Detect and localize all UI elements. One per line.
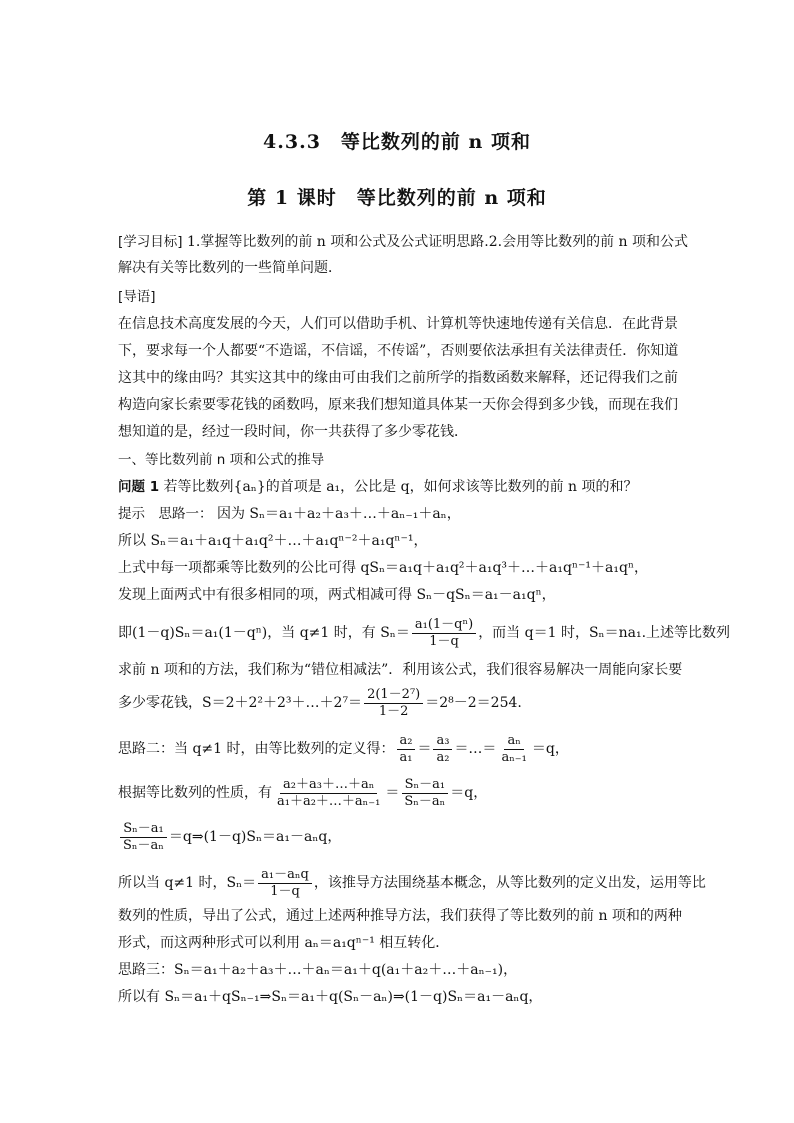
property-summary-line: 数列的性质，导出了公式，通过上述两种推导方法，我们获得了等比数列的前 n 项和的两种 [118, 908, 682, 924]
fraction-numerator: a₃ [433, 733, 452, 750]
idea-2-text: 思路二：当 q≠1 时，由等比数列的定义得： [118, 741, 395, 757]
sum-ratio-fraction [274, 777, 383, 810]
implies-line [118, 818, 684, 856]
section-heading: 一、等比数列前 n 项和公式的推导 [118, 452, 325, 468]
hint-label: 提示 思路一： [118, 506, 213, 522]
fraction-numerator: Sₙ－a₁ [120, 821, 167, 838]
derivation-line-formula [118, 614, 731, 652]
ratio-fraction-n [498, 733, 529, 766]
derivation-line-mult: 上式中每一项都乘等比数列的公比可得 qSₙ＝a₁q＋a₁q²＋a₁q³＋…＋a₁qⁿ⁻¹＋a₁qⁿ， [118, 560, 649, 576]
intro-label: [导语] [118, 289, 156, 305]
fraction-denominator: 1－q [270, 883, 300, 899]
derivation-line-subtract: 发现上面两式中有很多相同的项，两式相减可得 Sₙ－qSₙ＝a₁－a₁qⁿ， [118, 587, 556, 603]
fraction-denominator: 1－2 [378, 703, 409, 719]
fraction-numerator: a₂ [397, 733, 416, 750]
fraction-denominator: a₂ [436, 749, 450, 765]
equals-q: ＝q， [450, 785, 488, 801]
fraction-denominator: Sₙ－aₙ [404, 793, 446, 809]
fraction-denominator: a₁＋a₂＋…＋aₙ₋₁ [277, 793, 381, 809]
hint-line-1 [118, 504, 684, 524]
fraction-denominator: Sₙ－aₙ [123, 837, 164, 853]
implies-text: ＝q⇒(1－q)Sₙ＝a₁－aₙq， [168, 829, 342, 845]
idea-2-line [118, 730, 684, 768]
fraction-numerator: Sₙ－a₁ [402, 777, 449, 794]
intro-line-2: 下，要求每一个人都要“不造谣，不信谣，不传谣”，否则要依法承担有关法律责任．你知道 [118, 343, 679, 359]
intro-line-4: 构造向家长索要零花钱的函数吗，原来我们想知道具体某一天你会得到多少钱，而现在我们 [118, 397, 678, 413]
objective-text: 1.掌握等比数列的前 n 项和公式及公式证明思路.2.会用等比数列的前 n 项和公式 [187, 234, 688, 250]
equals-sign: ＝ [385, 785, 400, 801]
fraction-numerator: a₁－aₙq [258, 867, 312, 884]
money-text-a: 多少零花钱，S＝2＋2²＋2³＋…＋2⁷＝ [118, 695, 363, 711]
formula-text-b: ，而当 q＝1 时，Sₙ＝na₁.上述等比数列 [478, 625, 731, 641]
sum-formula-fraction [412, 617, 476, 650]
section-title: 4.3.3 等比数列的前 n 项和 [263, 131, 531, 153]
intro-line-1: 在信息技术高度发展的今天，人们可以借助手机、计算机等快速地传递有关信息．在此背景 [118, 316, 678, 332]
money-fraction [364, 687, 423, 720]
fraction-numerator: a₂＋a₃＋…＋aₙ [280, 777, 377, 794]
intro-line-3: 这其中的缘由吗？其实这其中的缘由可由我们之前所学的指数函数来解释，还记得我们之前 [118, 370, 678, 386]
intro-line-5: 想知道的是，经过一段时间，你一共获得了多少零花钱． [118, 424, 468, 440]
ellipsis-equals: ＝…＝ [454, 741, 497, 757]
property-text: 根据等比数列的性质，有 [118, 785, 272, 801]
question-1 [118, 477, 684, 497]
s-ratio-fraction [401, 777, 448, 810]
fraction-denominator: a₁ [399, 749, 413, 765]
money-text-b: ＝2⁸－2＝254. [425, 695, 522, 711]
formula-text-a: 即(1－q)Sₙ＝a₁(1－qⁿ)，当 q≠1 时，有 Sₙ＝ [118, 625, 410, 641]
equals-q: ＝q， [531, 741, 569, 757]
idea-3-line: 思路三：Sₙ＝a₁＋a₂＋a₃＋…＋aₙ＝a₁＋q(a₁＋a₂＋…＋aₙ₋₁)， [118, 962, 518, 978]
money-line [118, 684, 684, 722]
hint-text: 因为 Sₙ＝a₁＋a₂＋a₃＋…＋aₙ₋₁＋aₙ， [216, 506, 461, 522]
method-line: 求前 n 项和的方法，我们称为“错位相减法”．利用该公式，我们很容易解决一周能向家长要 [118, 662, 683, 678]
objective-line-1 [118, 232, 688, 252]
so-text-b: ，该推导方法围绕基本概念，从等比数列的定义出发，运用等比 [313, 875, 706, 891]
lesson-subtitle: 第 1 课时 等比数列的前 n 项和 [247, 187, 547, 209]
equals-sign: ＝ [417, 741, 432, 757]
derivation-line-so: 所以 Sₙ＝a₁＋a₁q＋a₁q²＋…＋a₁qⁿ⁻²＋a₁qⁿ⁻¹， [118, 533, 428, 549]
fraction-denominator: aₙ₋₁ [501, 749, 527, 765]
fraction-denominator: 1－q [429, 633, 459, 649]
fraction-numerator: aₙ [504, 733, 523, 750]
question-label: 问题 1 [118, 479, 160, 495]
objective-label: [学习目标] [118, 234, 183, 250]
idea-3-so-line: 所以有 Sₙ＝a₁＋qSₙ₋₁⇒Sₙ＝a₁＋q(Sₙ－aₙ)⇒(1－q)Sₙ＝a₁－aₙq， [118, 989, 543, 1005]
so-text-a: 所以当 q≠1 时，Sₙ＝ [118, 875, 257, 891]
question-text: 若等比数列{aₙ}的首项是 a₁，公比是 q，如何求该等比数列的前 n 项的和？ [163, 479, 638, 495]
s-ratio-fraction-2 [120, 821, 167, 854]
objective-line-2: 解决有关等比数列的一些简单问题． [118, 260, 342, 276]
so-formula-line [118, 864, 706, 902]
fraction-numerator: a₁(1－qⁿ) [412, 617, 476, 634]
ratio-fraction-2 [433, 733, 452, 766]
ratio-fraction-1 [397, 733, 416, 766]
forms-line: 形式，而这两种形式可以利用 aₙ＝a₁qⁿ⁻¹ 相互转化． [118, 935, 450, 951]
fraction-numerator: 2(1－2⁷) [364, 687, 423, 704]
property-line [118, 774, 684, 812]
alt-sum-formula-fraction [258, 867, 312, 900]
